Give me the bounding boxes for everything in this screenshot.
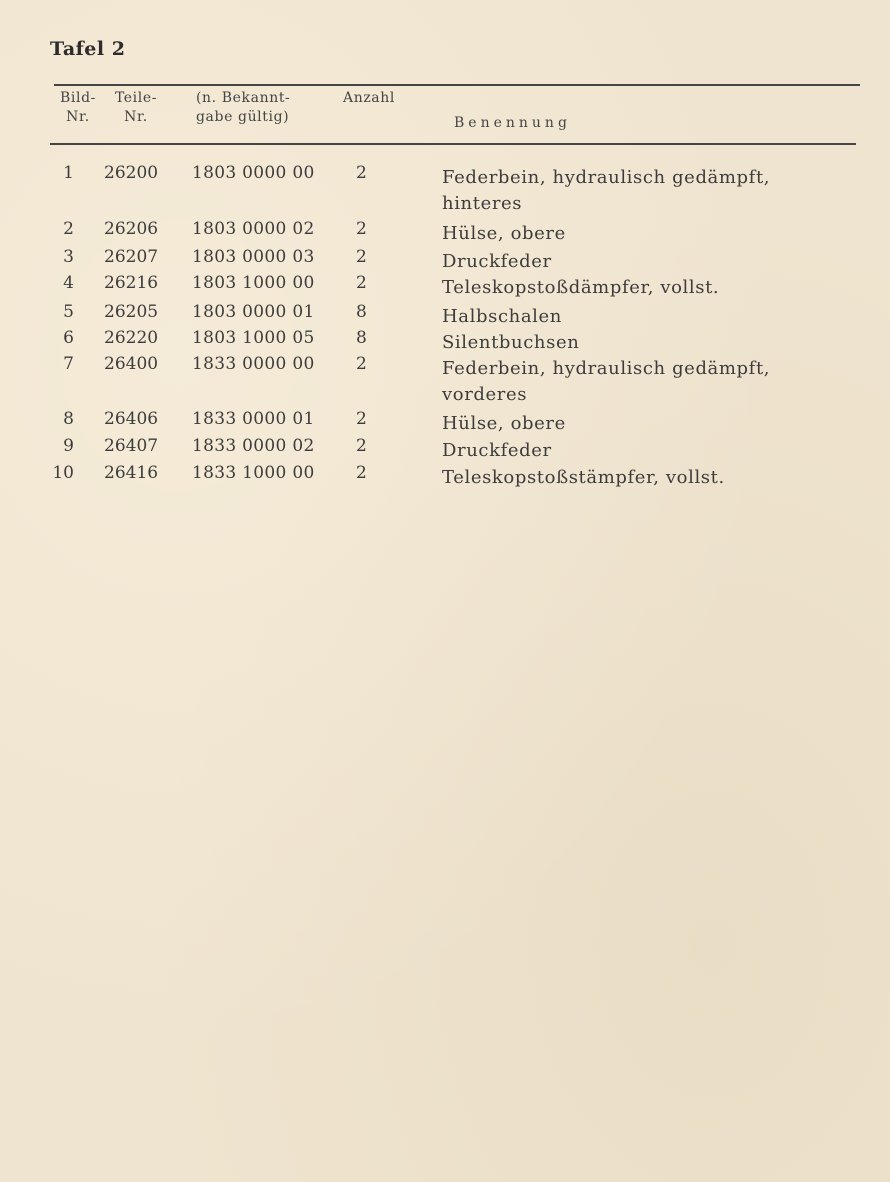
cell-teile-nr: 26416 [104, 463, 159, 483]
cell-bild-nr: 2 [63, 219, 74, 239]
header-bekanntgabe [196, 89, 326, 127]
table-row [40, 244, 870, 270]
cell-benennung: Teleskopstoßdämpfer, vollst. [442, 277, 720, 298]
cell-anzahl: 2 [356, 354, 367, 374]
cell-benennung: Silentbuchsen [442, 332, 580, 353]
table-row [40, 351, 870, 406]
cell-teile-nr: 26407 [104, 436, 159, 456]
cell-anzahl: 8 [356, 328, 367, 348]
page-title: Tafel 2 [50, 38, 126, 60]
table-row [40, 216, 870, 244]
header-anzahl: Anzahl [343, 90, 395, 106]
cell-bekanntgabe: 1803 0000 02 [192, 219, 315, 239]
cell-anzahl: 2 [356, 247, 367, 267]
cell-benennung: Druckfeder [442, 251, 552, 272]
cell-bekanntgabe: 1803 1000 05 [192, 328, 315, 348]
cell-bild-nr: 9 [63, 436, 74, 456]
header-teile-nr [108, 89, 164, 127]
header-bekannt-line1: (n. Bekannt- [196, 90, 291, 106]
header-rule-bottom [50, 143, 856, 145]
table-row [40, 299, 870, 325]
cell-teile-nr: 26400 [104, 354, 159, 374]
cell-benennung: Federbein, hydraulisch gedämpft, hinteres [442, 167, 771, 214]
header-bild-nr [52, 89, 104, 127]
cell-teile-nr: 26220 [104, 328, 159, 348]
cell-anzahl: 2 [356, 409, 367, 429]
cell-bekanntgabe: 1833 0000 01 [192, 409, 315, 429]
cell-benennung: Teleskopstoßstämpfer, vollst. [442, 467, 725, 488]
cell-bild-nr: 8 [63, 409, 74, 429]
cell-teile-nr: 26207 [104, 247, 159, 267]
cell-benennung: Hülse, obere [442, 223, 566, 244]
cell-anzahl: 2 [356, 463, 367, 483]
cell-anzahl: 2 [356, 273, 367, 293]
cell-bild-nr: 7 [63, 354, 74, 374]
cell-bekanntgabe: 1803 0000 01 [192, 302, 315, 322]
cell-teile-nr: 26406 [104, 409, 159, 429]
cell-bekanntgabe: 1803 0000 00 [192, 163, 315, 183]
cell-benennung: Druckfeder [442, 440, 552, 461]
cell-bekanntgabe: 1833 0000 02 [192, 436, 315, 456]
table-row [40, 433, 870, 460]
cell-bild-nr: 10 [52, 463, 74, 483]
header-bild-line2: Nr. [66, 109, 90, 125]
header-bekannt-line2: gabe gültig) [196, 109, 290, 125]
header-teile-line1: Teile- [114, 90, 158, 106]
cell-bekanntgabe: 1803 1000 00 [192, 273, 315, 293]
header-benennung: Benennung [454, 115, 571, 131]
cell-bild-nr: 6 [63, 328, 74, 348]
header-bild-line1: Bild- [60, 90, 96, 106]
cell-anzahl: 8 [356, 302, 367, 322]
table-row [40, 270, 870, 299]
cell-bekanntgabe: 1833 0000 00 [192, 354, 315, 374]
cell-benennung: Halbschalen [442, 306, 562, 327]
cell-teile-nr: 26216 [104, 273, 159, 293]
cell-anzahl: 2 [356, 436, 367, 456]
table-row [40, 325, 870, 351]
cell-teile-nr: 26206 [104, 219, 159, 239]
cell-bild-nr: 4 [63, 273, 74, 293]
table-row [40, 460, 870, 487]
cell-teile-nr: 26200 [104, 163, 159, 183]
cell-anzahl: 2 [356, 219, 367, 239]
header-teile-line2: Nr. [124, 109, 148, 125]
cell-benennung: Federbein, hydraulisch gedämpft, vorderes [442, 358, 771, 405]
cell-bild-nr: 5 [63, 302, 74, 322]
cell-bekanntgabe: 1833 1000 00 [192, 463, 315, 483]
cell-anzahl: 2 [356, 163, 367, 183]
parts-table [40, 160, 870, 487]
table-row [40, 406, 870, 433]
cell-bekanntgabe: 1803 0000 03 [192, 247, 315, 267]
cell-bild-nr: 1 [63, 163, 74, 183]
cell-bild-nr: 3 [63, 247, 74, 267]
cell-benennung: Hülse, obere [442, 413, 566, 434]
header-rule-top [54, 84, 860, 86]
cell-teile-nr: 26205 [104, 302, 159, 322]
table-row [40, 160, 870, 216]
